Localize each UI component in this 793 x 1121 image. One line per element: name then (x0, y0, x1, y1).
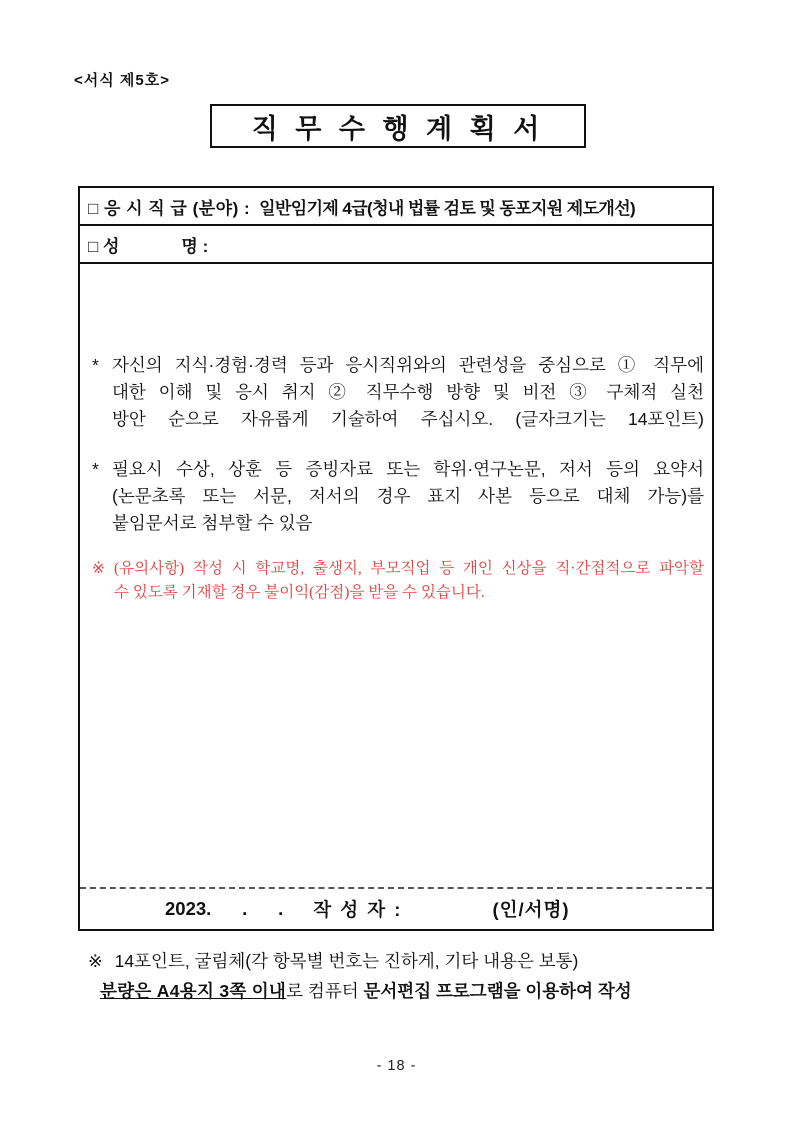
bullet-1-line-1: 자신의 지식·경험·경력 등과 응시직위와의 관련성을 중심으로 ① 직무에 (112, 355, 704, 375)
bullet-1-line-2: 대한 이해 및 응시 취지 ② 직무수행 방향 및 비전 ③ 구체적 실천 (112, 382, 704, 402)
footer-note-2 (100, 976, 632, 1006)
instruction-bullet-1 (92, 352, 704, 433)
asterisk-marker: * (92, 355, 99, 375)
row-applicant-name (80, 226, 712, 264)
instruction-bullet-2-text (112, 456, 704, 537)
row-applied-position (80, 188, 712, 226)
document-title-box (210, 104, 586, 148)
signature-date: 2023. . . (165, 898, 284, 919)
form-body-area (80, 264, 712, 887)
applied-position-value: 일반임기제 4급(청내 법률 검토 및 동포지원 제도개선) (259, 198, 636, 218)
application-form-table (78, 186, 714, 931)
asterisk-marker: * (92, 459, 99, 479)
footer-notes (88, 946, 632, 1006)
reference-mark-icon: ※ (92, 560, 105, 577)
warning-notice-text (114, 557, 704, 605)
seal-signature-label: (인/서명) (492, 899, 570, 920)
bullet-2-line-1: 필요시 수상, 상훈 등 증빙자료 또는 학위·연구논문, 저서 등의 요약서 (112, 459, 704, 479)
name-label-part2: 명 : (181, 236, 209, 256)
document-title: 직 무 수 행 계 획 서 (251, 113, 545, 144)
page-number: - 18 - (376, 1058, 417, 1074)
bullet-1-line-3: 방안 순으로 자유롭게 기술하여 주십시오. (글자크기는 14포인트) (112, 409, 704, 429)
footer-note-1 (88, 946, 632, 976)
footer-note-2-underlined: 분량은 A4용지 3쪽 이내 (100, 981, 287, 1001)
reference-mark-icon: ※ (88, 951, 103, 971)
instruction-bullet-1-text (112, 352, 704, 433)
notice-line-2: 수 있도록 기재할 경우 불이익(감점)을 받을 수 있습니다. (114, 584, 485, 601)
signature-row (80, 887, 712, 929)
footer-note-2-normal: 로 컴퓨터 (286, 981, 364, 1001)
footer-note-2-bold: 문서편집 프로그램을 이용하여 작성 (363, 981, 632, 1001)
author-label: 작 성 자 : (313, 899, 403, 920)
footer-note-1-text: 14포인트, 굴림체(각 항목별 번호는 진하게, 기타 내용은 보통) (114, 951, 579, 971)
warning-notice (92, 557, 704, 605)
name-label-part1: □ 성 (88, 236, 120, 256)
form-number-label: <서식 제5호> (74, 72, 170, 89)
notice-line-1: (유의사항) 작성 시 학교명, 출생지, 부모직업 등 개인 신상을 직·간접적으로 파악할 (114, 560, 704, 577)
bullet-2-line-3: 붙임문서로 첨부할 수 있음 (112, 513, 313, 533)
applied-position-label: □ 응 시 직 급 (분야) : (88, 198, 251, 218)
bullet-2-line-2: (논문초록 또는 서문, 저서의 경우 표지 사본 등으로 대체 가능)를 (112, 486, 704, 506)
instruction-bullet-2 (92, 456, 704, 537)
